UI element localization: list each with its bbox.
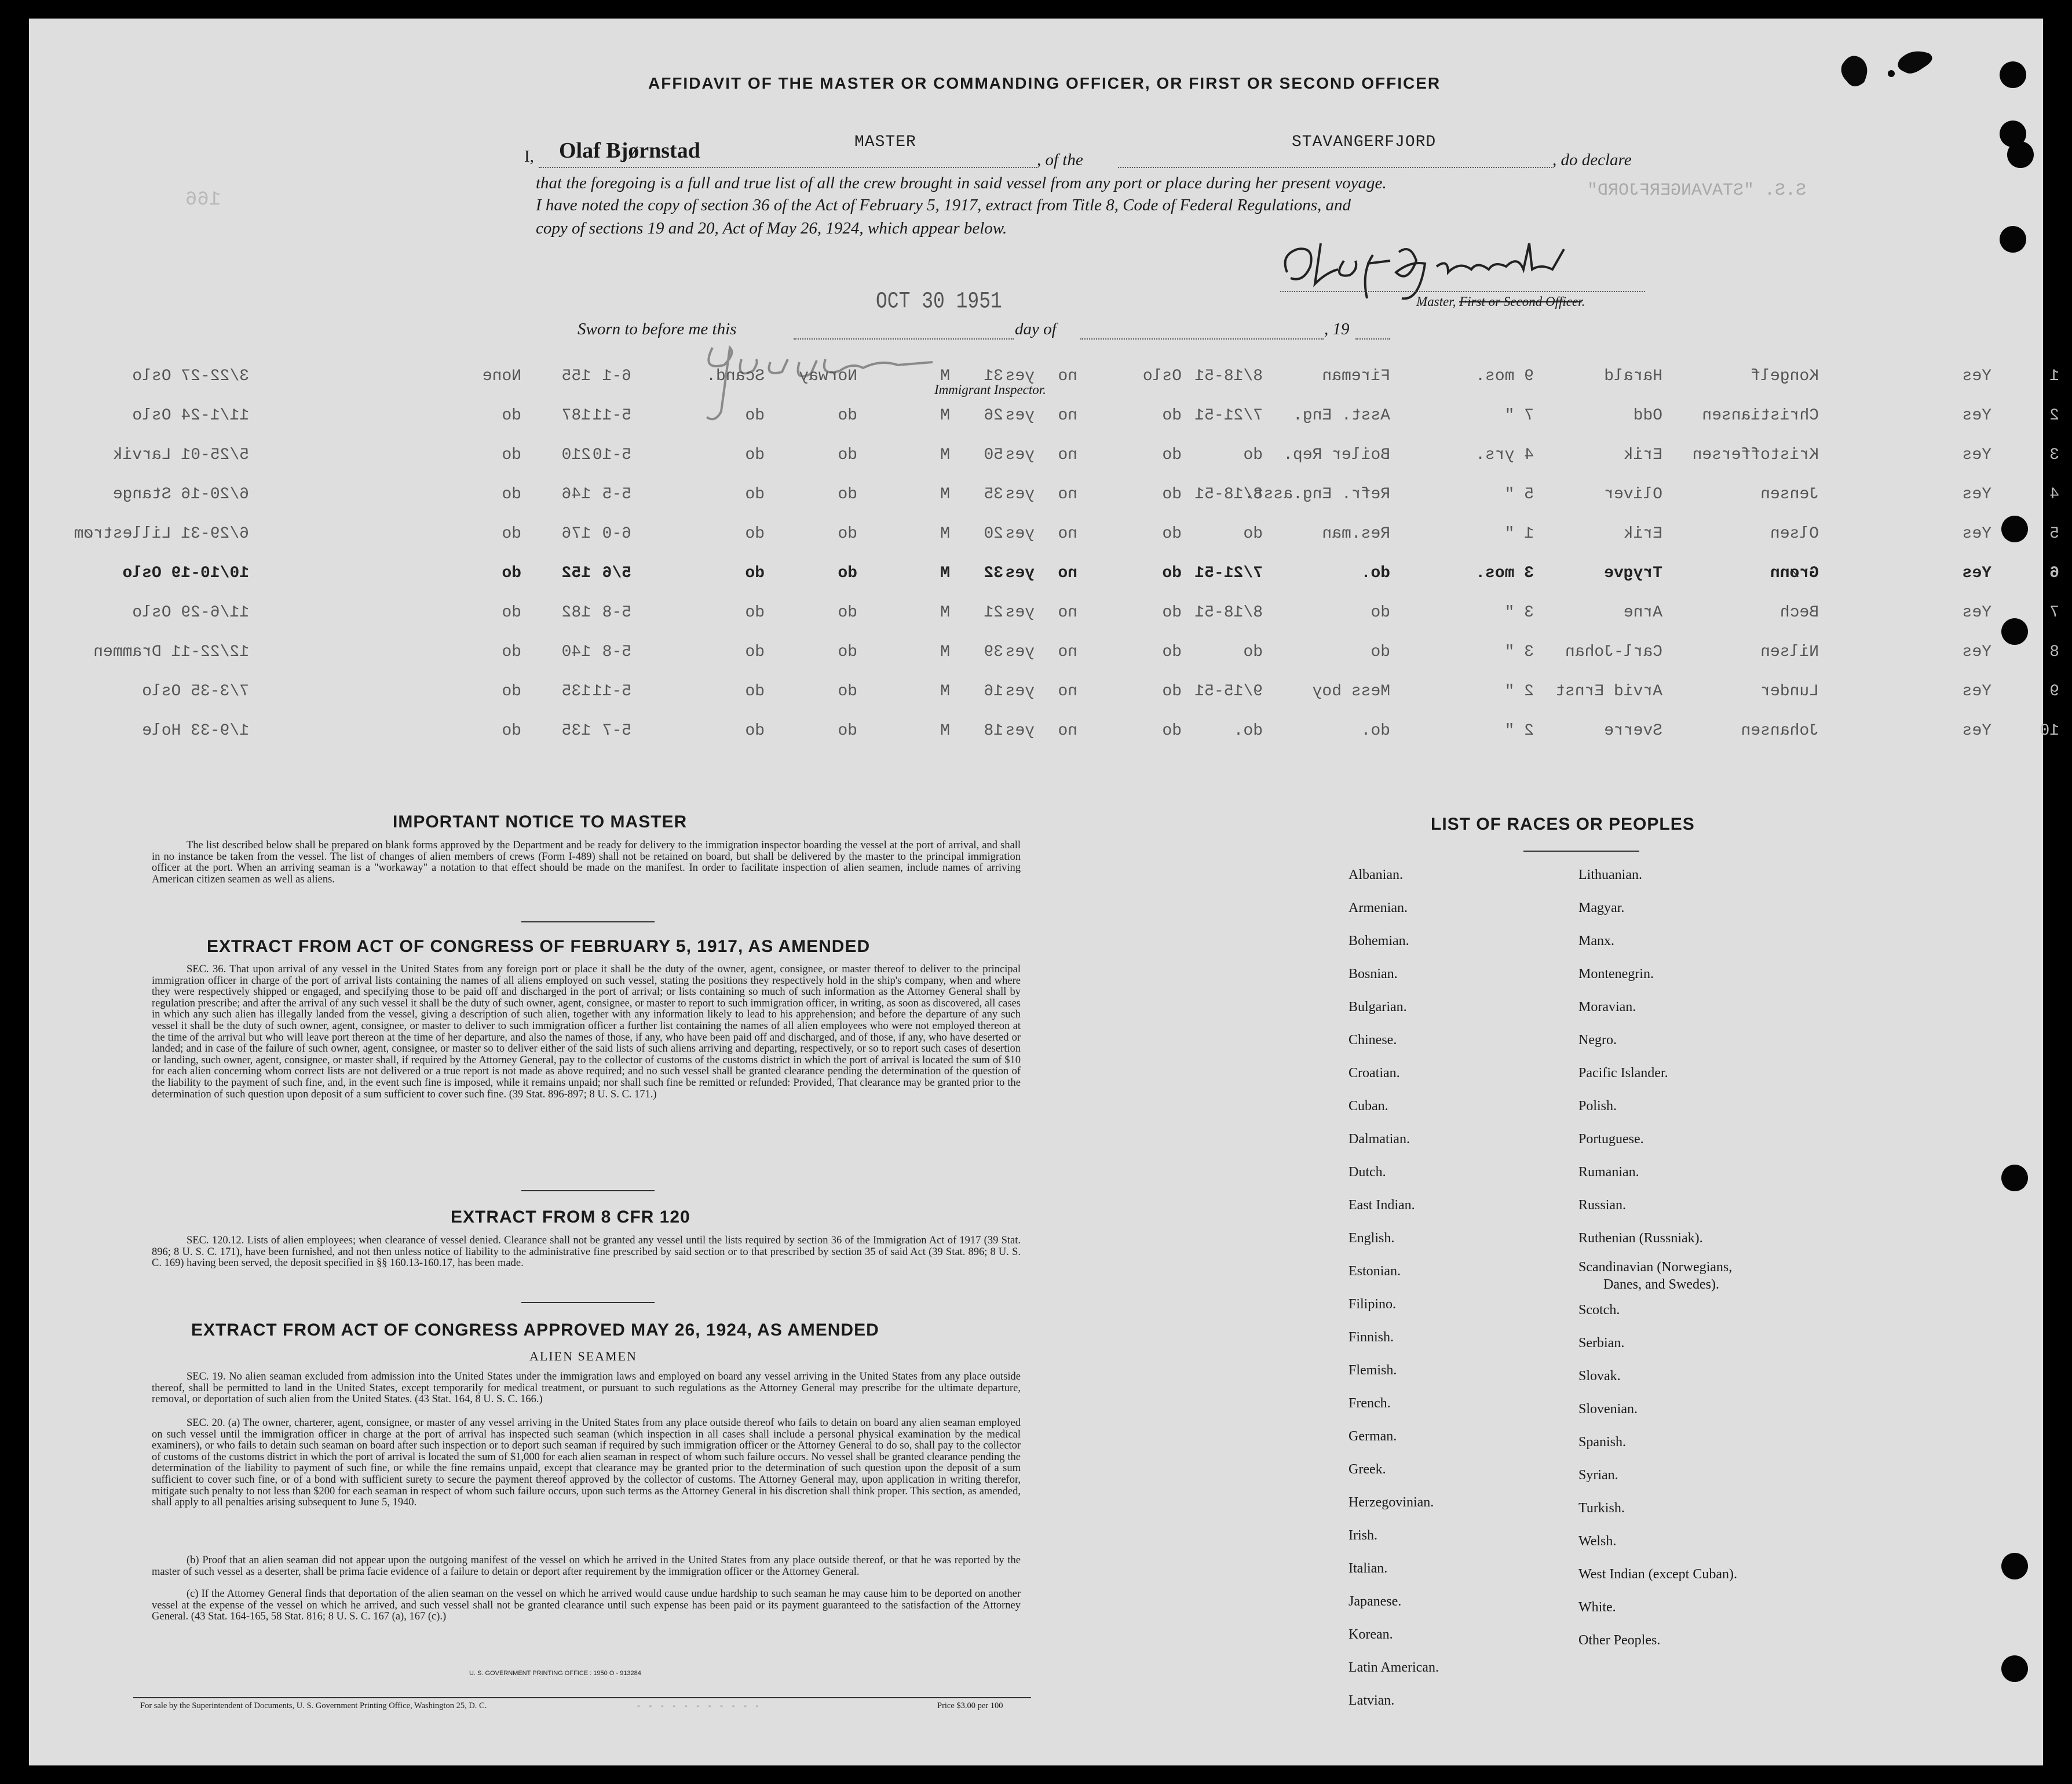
crew-cell-port: do [1162, 446, 1182, 464]
crew-cell-given: Arvid Ernst [1555, 683, 1662, 701]
race-item: Latvian. [1349, 1693, 1395, 1708]
caption-struck: First or Second Officer [1459, 294, 1582, 309]
crew-row [29, 407, 2059, 430]
crew-cell-a: no [1058, 604, 1077, 622]
race-item: East Indian. [1349, 1198, 1415, 1213]
races-heading: LIST OF RACES OR PEOPLES [1431, 815, 1695, 834]
crew-cell-b: yes [1005, 446, 1035, 464]
crew-cell-birth: 3/22-27 Oslo [132, 367, 249, 385]
crew-cell-yes: Yes [1962, 722, 1991, 740]
year-label: , 19 [1324, 320, 1350, 338]
crew-cell-date: do [1243, 643, 1263, 661]
crew-cell-dur: 3 " [1504, 643, 1534, 661]
crew-cell-date: 8/18-51 [1194, 367, 1263, 385]
crew-cell-nat: do [838, 486, 857, 504]
race-item: Manx. [1578, 933, 1614, 948]
crew-cell-wt: 140 [561, 643, 591, 661]
race-item: Latin American. [1349, 1660, 1439, 1675]
affidavit-line-4: copy of sections 19 and 20, Act of May 26, 1924, which appear below. [536, 219, 1007, 238]
crew-cell-num: 4 [2049, 486, 2059, 504]
race-item: Bulgarian. [1349, 999, 1407, 1015]
crew-cell-wt: 210 [561, 446, 591, 464]
crew-cell-marks: do [502, 643, 521, 661]
crew-cell-b: yes [1005, 564, 1035, 582]
crew-cell-job: Refr. Eng.asst. [1244, 486, 1390, 504]
crew-cell-port: do [1162, 604, 1182, 622]
punch-hole [2000, 226, 2026, 253]
race-item: Moravian. [1578, 999, 1636, 1015]
affidavit-line-2: that the foregoing is a full and true list of all the crew brought in said vessel from any port or place during her present voyage. [536, 174, 1387, 192]
affidavit-i-label: I, [524, 147, 534, 166]
crew-cell-num: 1 [2049, 367, 2059, 385]
crew-row [29, 643, 2059, 666]
crew-cell-wt: 155 [561, 367, 591, 385]
punch-hole [2001, 1655, 2028, 1682]
crew-cell-b: yes [1005, 486, 1035, 504]
crew-cell-a: no [1058, 486, 1077, 504]
crew-cell-birth: 5/25-01 Larvik [112, 446, 249, 464]
crew-cell-sex: M [940, 525, 950, 543]
race-item: Danes, and Swedes). [1603, 1277, 1719, 1292]
race-item: Turkish. [1578, 1501, 1625, 1516]
crew-row [29, 683, 2059, 706]
crew-cell-birth: 6/20-16 Stange [112, 486, 249, 504]
crew-cell-age: 32 [984, 564, 1003, 582]
race-item: Other Peoples. [1578, 1633, 1661, 1648]
race-item: Chinese. [1349, 1033, 1397, 1048]
crew-cell-ht: 6-1 [602, 367, 631, 385]
crew-cell-port: do [1162, 407, 1182, 425]
race-item: Flemish. [1349, 1363, 1397, 1378]
punch-hole [2001, 1553, 2028, 1579]
crew-cell-race: do [745, 683, 765, 701]
affidavit-title: AFFIDAVIT OF THE MASTER OR COMMANDING OFFICER, OR FIRST OR SECOND OFFICER [648, 74, 1441, 92]
crew-cell-port: do [1162, 722, 1182, 740]
crew-cell-b: yes [1005, 722, 1035, 740]
race-item: Rumanian. [1578, 1165, 1639, 1180]
crew-cell-a: no [1058, 367, 1077, 385]
crew-cell-race: do [745, 604, 765, 622]
crew-cell-dur: 5 " [1504, 486, 1534, 504]
crew-cell-dur: 2 " [1504, 722, 1534, 740]
crew-cell-nat: do [838, 683, 857, 701]
crew-cell-given: Trygve [1604, 564, 1662, 582]
crew-cell-job: Mess boy [1312, 683, 1390, 701]
races-divider [1523, 851, 1639, 852]
crew-cell-a: no [1058, 446, 1077, 464]
race-item: Spanish. [1578, 1435, 1627, 1450]
race-item: Pacific Islander. [1578, 1066, 1668, 1081]
crew-cell-yes: Yes [1962, 446, 1991, 464]
crew-cell-nat: Norway [799, 367, 857, 385]
crew-cell-nat: do [838, 564, 857, 582]
crew-cell-date: 9/15-51 [1194, 683, 1263, 701]
crew-cell-dur: 3 mos. [1475, 564, 1534, 582]
crew-cell-ht: 5-8 [602, 604, 631, 622]
crew-cell-ht: 5-11 [592, 407, 631, 425]
gpo-line: U. S. GOVERNMENT PRINTING OFFICE : 1950 O - 913284 [469, 1670, 641, 1677]
do-declare-label: , do declare [1552, 151, 1632, 169]
crew-row [29, 564, 2059, 588]
crew-cell-wt: 187 [561, 407, 591, 425]
race-item: White. [1578, 1600, 1616, 1615]
race-item: Filipino. [1349, 1297, 1397, 1312]
crew-cell-age: 31 [984, 367, 1003, 385]
race-item: Bosnian. [1349, 966, 1398, 982]
bleed-page-number: 166 [185, 189, 221, 211]
crew-cell-surname: Kristoffersen [1692, 446, 1819, 464]
crew-cell-dur: 4 yrs. [1475, 446, 1534, 464]
footer-rule [133, 1697, 1031, 1698]
crew-cell-wt: 152 [561, 564, 591, 582]
extract-cfr-text: SEC. 120.12. Lists of alien employees; when clearance of vessel denied. Clearance shall not be granted any vessel until the lists required by section 36 of the Immigration Act of 1917 (39 Stat. 896; 8 U. S. C. 171), have been furnished, and not then unless notice of liability to the administrative fine prescribed by said section or to that prescribed by section 35 of said Act (39 Stat. 896; 8 U. S. C. 169) having been served, the deposit specified in §§ 160.13-160.17, has been made. [152, 1235, 1021, 1269]
crew-cell-job: do. [1361, 564, 1390, 582]
crew-cell-age: 20 [984, 525, 1003, 543]
crew-cell-wt: 182 [561, 604, 591, 622]
crew-cell-date: 8/18-51 [1194, 604, 1263, 622]
crew-cell-a: no [1058, 683, 1077, 701]
crew-cell-ht: 5-10 [592, 446, 631, 464]
crew-cell-race: do [745, 407, 765, 425]
extract-1924-heading: EXTRACT FROM ACT OF CONGRESS APPROVED MAY 26, 1924, AS AMENDED [191, 1320, 879, 1340]
crew-cell-yes: Yes [1962, 367, 1991, 385]
crew-cell-sex: M [940, 643, 950, 661]
crew-cell-nat: do [838, 604, 857, 622]
crew-cell-a: no [1058, 407, 1077, 425]
race-item: Montenegrin. [1578, 966, 1654, 982]
crew-cell-num: 9 [2049, 683, 2059, 701]
race-item: Irish. [1349, 1528, 1377, 1543]
race-item: Estonian. [1349, 1264, 1401, 1279]
crew-cell-sex: M [940, 604, 950, 622]
crew-cell-dur: 9 mos. [1475, 367, 1534, 385]
crew-cell-num: 8 [2049, 643, 2059, 661]
race-item: Cuban. [1349, 1099, 1388, 1114]
race-item: Greek. [1349, 1462, 1386, 1477]
footer-left: For sale by the Superintendent of Documents, U. S. Government Printing Office, Washington 25, D. C. [140, 1701, 487, 1710]
crew-cell-surname: Nilsen [1760, 643, 1819, 661]
divider [521, 1190, 655, 1191]
crew-cell-nat: do [838, 407, 857, 425]
crew-cell-birth: 1/9-33 Hole [142, 722, 249, 740]
signature-caption [1416, 294, 1585, 309]
crew-cell-race: do [745, 643, 765, 661]
alien-seamen-subheading: ALIEN SEAMEN [529, 1349, 637, 1363]
crew-cell-surname: Olsen [1770, 525, 1819, 543]
race-item: Japanese. [1349, 1594, 1402, 1609]
extract-cfr-heading: EXTRACT FROM 8 CFR 120 [451, 1207, 690, 1227]
crew-cell-surname: Lunder [1760, 683, 1819, 701]
crew-cell-job: Boiler Rep. [1283, 446, 1390, 464]
crew-cell-port: do [1162, 683, 1182, 701]
crew-cell-race: do [745, 525, 765, 543]
crew-cell-given: Oliver [1604, 486, 1662, 504]
crew-cell-wt: 135 [561, 683, 591, 701]
signature-dotline [1280, 291, 1645, 292]
race-item: Bohemian. [1349, 933, 1409, 948]
race-item: Polish. [1578, 1099, 1617, 1114]
crew-cell-b: yes [1005, 604, 1035, 622]
crew-cell-job: do [1371, 643, 1390, 661]
crew-cell-birth: 7/3-35 Oslo [142, 683, 249, 701]
crew-cell-marks: do [502, 564, 521, 582]
race-item: Dutch. [1349, 1165, 1386, 1180]
crew-cell-birth: 11/1-24 Oslo [132, 407, 249, 425]
notice-heading: IMPORTANT NOTICE TO MASTER [393, 812, 688, 831]
crew-cell-port: do [1162, 525, 1182, 543]
race-item: West Indian (except Cuban). [1578, 1567, 1737, 1582]
crew-cell-race: do [745, 564, 765, 582]
crew-cell-job: Asst. Eng. [1292, 407, 1390, 425]
crew-cell-yes: Yes [1962, 564, 1991, 582]
crew-cell-dur: 2 " [1504, 683, 1534, 701]
extract-1917-text: SEC. 36. That upon arrival of any vessel in the United States from any foreign port or place it shall be the duty of the owner, agent, consignee, or master thereof to deliver to the principal immigration officer in charge of the port of arrival lists containing the names of all aliens employed on such vessel, stating the positions they respectively hold in the ship's company, when and where they were respectively shipped or engaged, and specifying those to be paid off and discharged in the port of arrival; or lists containing so much of such information as the Attorney General shall by regulation prescribe; and after the arrival of any such vessel it shall be the duty of such owner, agent, consignee, or master to report to such immigration officer, in writing, as soon as discovered, all cases in which any such alien has illegally landed from the vessel, giving a description of such alien, together with any information likely to lead to his apprehension; and before the departure of any such vessel it shall be the duty of such owner, agent, consignee, or master to deliver to such immigration officer a further list containing the names of all alien employees who were not employed thereon at the time of the arrival but who will leave port thereon at the time of her departure, and also the names of those, if any, who have been paid off and discharged, and of those, if any, who have deserted or landed; and in case of the failure of such owner, agent, consignee, or master so to deliver either of the said lists of such aliens arriving and departing, respectively, or so to report such cases of desertion or landing, such owner, agent, consignee, or master shall, if required by the Attorney General, pay to the collector of customs of the customs district in which the port of arrival is located the sum of $10 for each alien concerning whom correct lists are not delivered or a true report is not made as above required; and no such vessel shall be granted clearance pending the determination of the question of the liability to the payment of such fine, and, in the event such fine is imposed, while it remains unpaid; nor shall such fine be remitted or refunded: Provided, That clearance may be granted prior to the determination of such question upon deposit of a sum sufficient to cover such fine. (39 Stat. 896-897; 8 U. S. C. 171.) [152, 964, 1021, 1100]
crew-cell-yes: Yes [1962, 486, 1991, 504]
crew-cell-port: do [1162, 486, 1182, 504]
race-item: Scandinavian (Norwegians, [1578, 1260, 1733, 1275]
vessel-dotline [1118, 167, 1552, 168]
crew-cell-ht: 5-5 [602, 486, 631, 504]
crew-cell-wt: 176 [561, 525, 591, 543]
sworn-label: Sworn to before me this [578, 320, 737, 338]
race-item: Dalmatian. [1349, 1132, 1410, 1147]
crew-cell-nat: do [838, 525, 857, 543]
crew-cell-nat: do [838, 446, 857, 464]
race-item: Lithuanian. [1578, 867, 1642, 882]
crew-cell-a: no [1058, 525, 1077, 543]
crew-cell-marks: do [502, 525, 521, 543]
crew-cell-job: do [1371, 604, 1390, 622]
race-item: Italian. [1349, 1561, 1388, 1576]
crew-cell-b: yes [1005, 525, 1035, 543]
crew-cell-marks: do [502, 407, 521, 425]
date-stamp: OCT 30 1951 [876, 289, 1002, 315]
footer-dashes: - - - - - - - - - - - [637, 1701, 762, 1710]
crew-cell-sex: M [940, 564, 950, 582]
crew-row [29, 722, 2059, 745]
master-name: Olaf Bjørnstad [559, 138, 700, 163]
extract-1924-sec19: SEC. 19. No alien seaman excluded from admission into the United States under the immigration laws and employed on board any vessel arriving in the United States from any place outside thereof, shall be permitted to land in the United States, except temporarily for medical treatment, or pursuant to such regulations as the Attorney General may prescribe for the ultimate departure, removal, or deportation of such alien from the United States. (43 Stat. 164, 8 U. S. C. 166.) [152, 1371, 1021, 1406]
race-item: Syrian. [1578, 1468, 1618, 1483]
crew-cell-marks: None [482, 367, 521, 385]
punch-hole [2001, 1165, 2028, 1191]
sworn-month-dotline [1080, 338, 1324, 340]
race-item: Armenian. [1349, 900, 1408, 915]
crew-cell-given: Erik [1623, 446, 1662, 464]
crew-cell-port: Oslo [1142, 367, 1182, 385]
race-item: Herzegovinian. [1349, 1495, 1434, 1510]
notice-text: The list described below shall be prepared on blank forms approved by the Department and be ready for delivery to the immigration inspector boarding the vessel at the port of arrival, and shall in no instance be taken from the vessel. The list of changes of alien members of crews (Form I-489) shall not be retained on board, but shall be delivered by the master to the principal immigration officer at the port. When an arriving seaman is a "workaway" a notation to that effect should be made on the manifest. In order to facilitate inspection of alien seamen, include names of arriving American citizen seamen as well as aliens. [152, 840, 1021, 885]
crew-cell-surname: Johansen [1741, 722, 1819, 740]
crew-cell-marks: do [502, 604, 521, 622]
race-item: Croatian. [1349, 1066, 1400, 1081]
crew-cell-date: 7/21-51 [1194, 564, 1263, 582]
crew-cell-wt: 146 [561, 486, 591, 504]
race-item: Slovenian. [1578, 1402, 1638, 1417]
crew-cell-sex: M [940, 446, 950, 464]
crew-row [29, 486, 2059, 509]
crew-cell-given: Carl-Johan [1565, 643, 1662, 661]
crew-cell-given: Odd [1633, 407, 1662, 425]
race-item: English. [1349, 1231, 1395, 1246]
race-item: Magyar. [1578, 900, 1625, 915]
crew-cell-sex: M [940, 367, 950, 385]
document-page [29, 19, 2059, 1765]
crew-cell-ht: 5-7 [602, 722, 631, 740]
race-item: Korean. [1349, 1627, 1393, 1642]
race-item: French. [1349, 1396, 1391, 1411]
crew-cell-age: 21 [984, 604, 1003, 622]
crew-cell-marks: do [502, 683, 521, 701]
extract-1924-sec20a: SEC. 20. (a) The owner, charterer, agent, consignee, or master of any vessel arriving in the United States from any place outside thereof who fails to detain on board any alien seaman employed on such vessel until the immigration officer in charge at the port of arrival has inspected such seaman (which inspection in all cases shall include a personal physical examination by the medical examiners), or who fails to detain such seaman on board after such inspection or to deport such seaman if required by such immigration officer or the Attorney General to do so, shall pay to the collector of customs of the customs district in which the port of arrival is located the sum of $1,000 for each alien seaman in respect of whom such failure occurs. No vessel shall be granted clearance pending the determination of the liability to payment of such fine, or while the fine remains unpaid, except that clearance may be granted prior to the determination of such question upon the deposit of a sum sufficient to cover such fine, or of a bond with sufficient surety to secure the payment thereof approved by the collector of customs. The Attorney General may, upon application in writing therefor, mitigate such penalty to not less than $200 for each seaman in respect of whom such failure occurs, upon such terms as the Attorney General in his discretion shall think proper. This section, as amended, shall apply to all penalties arising subsequent to June 5, 1940. [152, 1417, 1021, 1509]
crew-cell-sex: M [940, 407, 950, 425]
crew-cell-given: Erik [1623, 525, 1662, 543]
race-item: Russian. [1578, 1198, 1627, 1213]
crew-cell-port: do [1162, 564, 1182, 582]
race-item: Serbian. [1578, 1336, 1625, 1351]
extract-1924-sec20b: (b) Proof that an alien seaman did not appear upon the outgoing manifest of the vessel on which he arrived in the United States from any place outside thereof, or that he was reported by the master of such vessel as a deserter, shall be prima facie evidence of a failure to detain or deport after requirement by the immigration officer or the Attorney General. [152, 1555, 1021, 1578]
punch-hole [2000, 61, 2026, 88]
crew-cell-date: do. [1233, 722, 1263, 740]
crew-cell-age: 50 [984, 446, 1003, 464]
race-item: Welsh. [1578, 1534, 1617, 1549]
crew-cell-surname: Christiansen [1702, 407, 1819, 425]
vessel-typed: STAVANGERFJORD [1292, 133, 1437, 151]
crew-cell-ht: 5-11 [592, 683, 631, 701]
crew-cell-nat: do [838, 722, 857, 740]
crew-cell-nat: do [838, 643, 857, 661]
crew-cell-ht: 6-0 [602, 525, 631, 543]
crew-cell-given: Harald [1604, 367, 1662, 385]
affidavit-line-3: I have noted the copy of section 36 of the Act of February 5, 1917, extract from Title 8, Code of Federal Regulations, and [536, 196, 1351, 214]
crew-cell-job: Fireman [1322, 367, 1390, 385]
crew-cell-dur: 1 " [1504, 525, 1534, 543]
of-the-label: , of the [1037, 151, 1083, 169]
crew-cell-surname: Jensen [1760, 486, 1819, 504]
race-item: Albanian. [1349, 867, 1403, 882]
crew-cell-marks: do [502, 446, 521, 464]
crew-cell-birth: 10/10-19 Oslo [122, 564, 249, 582]
inspector-label: Immigrant Inspector. [934, 382, 1046, 397]
crew-cell-yes: Yes [1962, 604, 1991, 622]
crew-cell-date: 8/18-51 [1194, 486, 1263, 504]
day-of-label: day of [1015, 320, 1057, 338]
crew-cell-b: yes [1005, 683, 1035, 701]
crew-cell-num: 3 [2049, 446, 2059, 464]
crew-cell-ht: 5-8 [602, 643, 631, 661]
crew-cell-age: 18 [984, 722, 1003, 740]
crew-cell-wt: 135 [561, 722, 591, 740]
crew-cell-a: no [1058, 564, 1077, 582]
rank-typed: MASTER [854, 133, 916, 151]
crew-cell-marks: do [502, 486, 521, 504]
crew-cell-num: 6 [2049, 564, 2059, 582]
divider [521, 921, 655, 922]
crew-cell-given: Arne [1623, 604, 1662, 622]
crew-cell-race: do [745, 486, 765, 504]
crew-cell-num: 2 [2049, 407, 2059, 425]
race-item: Ruthenian (Russniak). [1578, 1231, 1703, 1246]
crew-cell-race: Scand. [706, 367, 765, 385]
crew-cell-ht: 5/6 [602, 564, 631, 582]
divider [521, 1302, 655, 1303]
crew-cell-port: do [1162, 643, 1182, 661]
footer-price: Price $3.00 per 100 [937, 1701, 1003, 1710]
crew-cell-birth: 11/6-29 Oslo [132, 604, 249, 622]
crew-cell-date: do [1243, 446, 1263, 464]
crew-cell-race: do [745, 722, 765, 740]
crew-cell-age: 39 [984, 643, 1003, 661]
crew-row [29, 367, 2059, 391]
race-item: Slovak. [1578, 1369, 1621, 1384]
bleed-ship-ref: S.S. "STAVANGERFJORD" [1587, 181, 1807, 200]
crew-cell-b: yes [1005, 643, 1035, 661]
crew-cell-date: do [1243, 525, 1263, 543]
caption-period: . [1581, 294, 1585, 309]
race-item: Scotch. [1578, 1303, 1620, 1318]
crew-cell-surname: Bech [1779, 604, 1819, 622]
crew-row [29, 604, 2059, 627]
crew-cell-b: yes [1005, 367, 1035, 385]
caption-master: Master, [1416, 294, 1460, 309]
ink-blot-icon [1836, 42, 1946, 100]
crew-cell-dur: 3 " [1504, 604, 1534, 622]
crew-cell-a: no [1058, 643, 1077, 661]
crew-cell-dur: 7 " [1504, 407, 1534, 425]
crew-cell-surname: Grønn [1770, 564, 1819, 582]
crew-cell-num: 7 [2049, 604, 2059, 622]
crew-cell-b: yes [1005, 407, 1035, 425]
crew-cell-job: do. [1361, 722, 1390, 740]
crew-cell-sex: M [940, 683, 950, 701]
crew-cell-sex: M [940, 722, 950, 740]
crew-cell-age: 35 [984, 486, 1003, 504]
crew-cell-age: 16 [984, 683, 1003, 701]
crew-cell-sex: M [940, 486, 950, 504]
crew-cell-race: do [745, 446, 765, 464]
crew-cell-marks: do [502, 722, 521, 740]
crew-row [29, 446, 2059, 469]
race-item: Negro. [1578, 1033, 1617, 1048]
crew-cell-date: 7/21-51 [1194, 407, 1263, 425]
crew-cell-birth: 12/22-11 Drammen [93, 643, 249, 661]
year-dotline [1355, 338, 1390, 340]
crew-cell-yes: Yes [1962, 407, 1991, 425]
crew-cell-age: 26 [984, 407, 1003, 425]
extract-1924-sec20c: (c) If the Attorney General finds that deportation of the alien seaman on the vessel on which he arrived would cause undue hardship to such seaman he may cause him to be deported on another vessel at the expense of the vessel on which he arrived, and such vessel shall not be granted clearance until such expense has been paid or its payment guaranteed to the satisfaction of the Attorney General. (43 Stat. 164-165, 58 Stat. 816; 8 U. S. C. 167 (a), 167 (c).) [152, 1588, 1021, 1623]
crew-cell-given: Sverre [1604, 722, 1662, 740]
race-item: German. [1349, 1429, 1397, 1444]
punch-hole [2007, 141, 2034, 168]
crew-cell-yes: Yes [1962, 643, 1991, 661]
race-item: Portuguese. [1578, 1132, 1644, 1147]
crew-row [29, 525, 2059, 548]
crew-cell-yes: Yes [1962, 683, 1991, 701]
crew-cell-a: no [1058, 722, 1077, 740]
crew-cell-birth: 6/29-31 Lillestrøm [74, 525, 249, 543]
crew-cell-num: 10 [2040, 722, 2059, 740]
race-item: Finnish. [1349, 1330, 1394, 1345]
extract-1917-heading: EXTRACT FROM ACT OF CONGRESS OF FEBRUARY 5, 1917, AS AMENDED [207, 937, 871, 956]
crew-cell-num: 5 [2049, 525, 2059, 543]
master-dotline [539, 167, 1037, 168]
crew-cell-yes: Yes [1962, 525, 1991, 543]
crew-cell-job: Res.man [1322, 525, 1390, 543]
crew-cell-surname: Kongelf [1751, 367, 1819, 385]
